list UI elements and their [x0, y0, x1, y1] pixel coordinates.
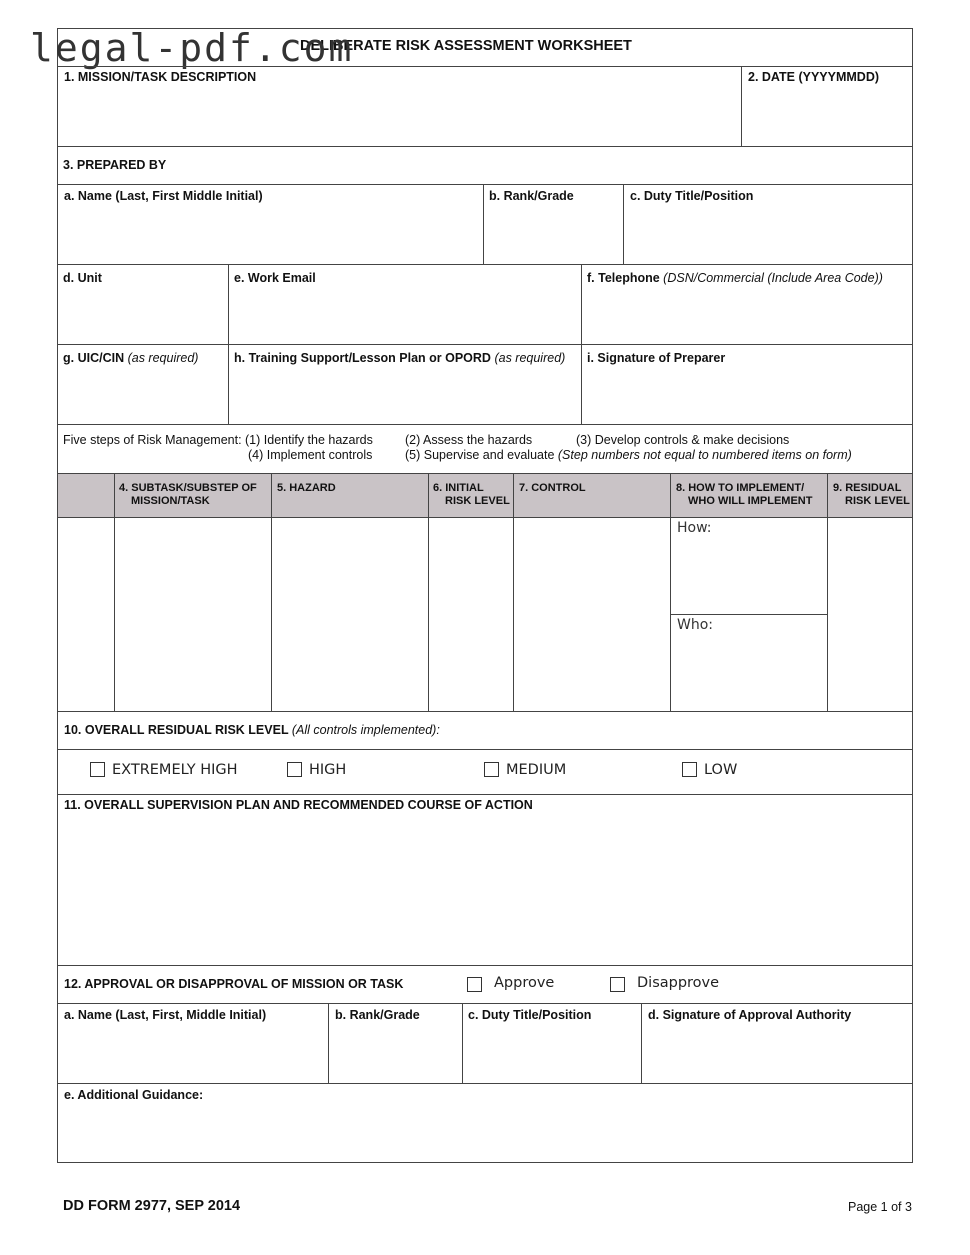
uic-label-text: g. UIC/CIN — [63, 351, 125, 365]
mission-label: 1. MISSION/TASK DESCRIPTION — [64, 70, 257, 84]
table-cell-residual-risk[interactable] — [828, 518, 912, 710]
unit-label: d. Unit — [63, 271, 102, 285]
divider — [57, 473, 913, 474]
approve-checkbox[interactable] — [467, 977, 482, 992]
approver-signature-label: d. Signature of Approval Authority — [648, 1008, 852, 1022]
approver-duty-field[interactable] — [463, 1026, 640, 1082]
divider — [57, 424, 913, 425]
who-label: Who: — [677, 617, 713, 633]
risk-high-label: HIGH — [309, 762, 347, 778]
table-cell-index[interactable] — [58, 518, 113, 710]
supervision-field[interactable] — [58, 816, 912, 964]
how-label: How: — [677, 520, 712, 536]
guidance-field[interactable] — [58, 1106, 912, 1162]
preparer-name-label: a. Name (Last, First Middle Initial) — [64, 189, 263, 203]
table-cell-how[interactable] — [671, 518, 826, 613]
five-steps-step2: (2) Assess the hazards — [405, 433, 533, 447]
page-number: Page 1 of 3 — [848, 1200, 912, 1214]
telephone-note: (DSN/Commercial (Include Area Code)) — [663, 271, 883, 285]
risk-medium-label: MEDIUM — [506, 762, 567, 778]
five-steps-step5-text: (5) Supervise and evaluate — [405, 448, 555, 462]
approver-rank-field[interactable] — [329, 1026, 461, 1082]
prepared-by-heading: 3. PREPARED BY — [63, 158, 167, 172]
unit-field[interactable] — [58, 288, 227, 343]
preparer-signature-field[interactable] — [582, 368, 912, 423]
col-subtask-line2: MISSION/TASK — [131, 495, 210, 507]
col-residual-header — [833, 482, 910, 508]
disapprove-checkbox[interactable] — [610, 977, 625, 992]
disapprove-label: Disapprove — [637, 975, 720, 991]
email-field[interactable] — [229, 288, 580, 343]
preparer-rank-label: b. Rank/Grade — [489, 189, 574, 203]
approver-name-label: a. Name (Last, First, Middle Initial) — [64, 1008, 267, 1022]
approver-name-field[interactable] — [58, 1026, 327, 1082]
preparer-name-field[interactable] — [58, 206, 482, 263]
date-label: 2. DATE (YYYYMMDD) — [748, 70, 880, 84]
divider — [57, 711, 913, 712]
col-subtask-line1: 4. SUBTASK/SUBSTEP OF — [119, 482, 257, 494]
divider — [57, 965, 913, 966]
risk-low-label: LOW — [704, 762, 738, 778]
col-implement-line2: WHO WILL IMPLEMENT — [688, 495, 813, 507]
date-field[interactable] — [742, 90, 912, 145]
col-initial-header — [433, 482, 510, 508]
overall-risk-note: (All controls implemented) — [291, 723, 437, 737]
guidance-label: e. Additional Guidance: — [64, 1088, 204, 1102]
col-residual-line1: 9. RESIDUAL — [833, 482, 902, 494]
preparer-duty-field[interactable] — [624, 206, 912, 263]
divider — [57, 1003, 913, 1004]
training-label — [234, 351, 565, 365]
divider — [57, 344, 913, 345]
risk-extremely-high-checkbox[interactable] — [90, 762, 105, 777]
five-steps-step4: (4) Implement controls — [248, 448, 373, 462]
uic-label — [63, 351, 198, 365]
approve-label: Approve — [494, 975, 555, 991]
preparer-signature-label: i. Signature of Preparer — [587, 351, 726, 365]
col-subtask-header — [119, 482, 257, 508]
risk-extremely-high-label: EXTREMELY HIGH — [112, 762, 238, 778]
approver-signature-field[interactable] — [642, 1026, 912, 1082]
form-title: DELIBERATE RISK ASSESSMENT WORKSHEET — [300, 38, 632, 54]
risk-low-checkbox[interactable] — [682, 762, 697, 777]
divider — [57, 146, 913, 147]
watermark: legal-pdf.com — [30, 26, 354, 70]
overall-risk-colon: : — [436, 723, 440, 737]
preparer-duty-label: c. Duty Title/Position — [630, 189, 754, 203]
overall-risk-label — [64, 723, 440, 737]
approver-duty-label: c. Duty Title/Position — [468, 1008, 592, 1022]
overall-risk-label-text: 10. OVERALL RESIDUAL RISK LEVEL — [64, 723, 289, 737]
col-implement-header — [676, 482, 812, 508]
divider — [57, 1083, 913, 1084]
col-initial-line1: 6. INITIAL — [433, 482, 484, 494]
table-cell-who[interactable] — [671, 615, 826, 710]
col-initial-line2: RISK LEVEL — [445, 495, 510, 507]
telephone-field[interactable] — [582, 288, 912, 343]
divider — [57, 749, 913, 750]
approver-rank-label: b. Rank/Grade — [335, 1008, 420, 1022]
uic-field[interactable] — [58, 368, 227, 423]
form-id: DD FORM 2977, SEP 2014 — [63, 1198, 241, 1214]
supervision-label: 11. OVERALL SUPERVISION PLAN AND RECOMMENDED COURSE OF ACTION — [64, 798, 533, 812]
telephone-label — [587, 271, 883, 285]
col-implement-line1: 8. HOW TO IMPLEMENT/ — [676, 482, 805, 494]
divider — [57, 794, 913, 795]
training-field[interactable] — [229, 368, 580, 423]
table-cell-hazard[interactable] — [272, 518, 427, 710]
table-cell-initial-risk[interactable] — [429, 518, 512, 710]
col-hazard-header: 5. HAZARD — [277, 482, 336, 494]
training-note: (as required) — [494, 351, 566, 365]
risk-medium-checkbox[interactable] — [484, 762, 499, 777]
five-steps-note: (Step numbers not equal to numbered items on form) — [557, 448, 852, 462]
col-residual-line2: RISK LEVEL — [845, 495, 910, 507]
five-steps-step5 — [405, 448, 852, 462]
table-cell-control[interactable] — [514, 518, 669, 710]
five-steps-step3: (3) Develop controls & make decisions — [576, 433, 790, 447]
email-label: e. Work Email — [234, 271, 316, 285]
divider — [57, 66, 913, 67]
training-label-text: h. Training Support/Lesson Plan or OPORD — [234, 351, 491, 365]
col-control-header: 7. CONTROL — [519, 482, 586, 494]
table-cell-subtask[interactable] — [115, 518, 270, 710]
mission-field[interactable] — [58, 90, 740, 145]
divider — [57, 184, 913, 185]
uic-note: (as required) — [127, 351, 199, 365]
risk-high-checkbox[interactable] — [287, 762, 302, 777]
preparer-rank-field[interactable] — [484, 206, 622, 263]
five-steps-intro: Five steps of Risk Management: (1) Identify the hazards — [63, 433, 373, 447]
telephone-label-text: f. Telephone — [587, 271, 660, 285]
divider — [57, 264, 913, 265]
approval-label: 12. APPROVAL OR DISAPPROVAL OF MISSION OR TASK — [64, 977, 404, 991]
